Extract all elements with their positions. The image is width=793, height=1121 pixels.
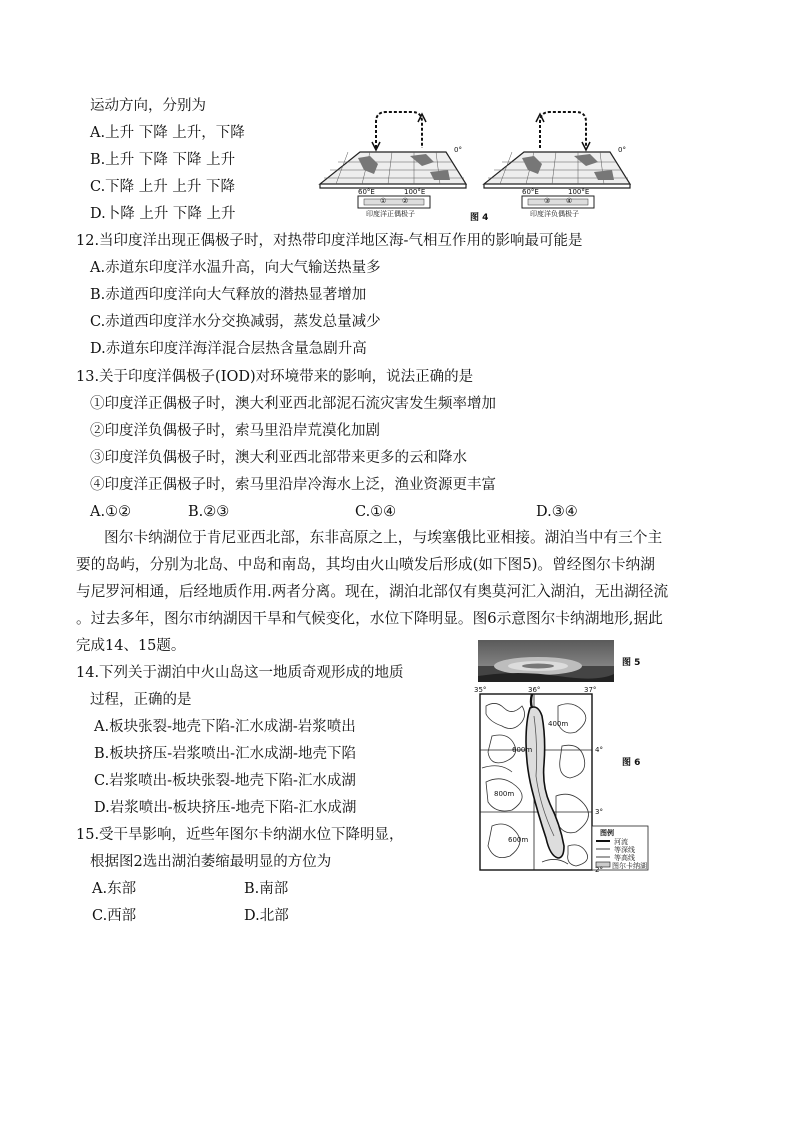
q11-option-c: C.下降 上升 上升 下降 <box>90 179 236 195</box>
passage-line-1: 图尔卡纳湖位于肯尼亚西北部，东非高原之上，与埃塞俄比亚相接。湖泊当中有三个主 <box>104 529 663 546</box>
fig6-legend-isobath: 等深线 <box>614 846 635 854</box>
fig4-mark-3: ③ <box>544 197 551 205</box>
passage-line-3: 与尼罗河相通，后经地质作用.两者分离。现在，湖泊北部仅有奥莫河汇入湖泊，无出湖径流 <box>76 583 669 600</box>
q15-option-a: A.东部 <box>92 881 137 897</box>
figure-4-right-panel <box>484 112 630 208</box>
fig4-mark-4: ④ <box>566 197 573 205</box>
q12-option-a: A.赤道东印度洋水温升高，向大气输送热量多 <box>90 260 381 276</box>
fig4-right-lon1: 60°E <box>522 188 539 196</box>
fig6-tick-37: 37° <box>584 686 597 694</box>
fig6-contour-2: 600m <box>512 746 533 754</box>
fig4-left-lon2: 100°E <box>404 188 426 196</box>
fig4-left-caption: 印度洋正偶极子 <box>366 210 415 218</box>
q11-intro: 运动方向，分别为 <box>90 98 206 114</box>
q15-stem-line-2: 根据图2选出湖泊萎缩最明显的方位为 <box>90 854 332 870</box>
fig4-right-lat: 0° <box>618 146 626 154</box>
fig4-right-lon2: 100°E <box>568 188 590 196</box>
q12-stem: 12.当印度洋出现正偶极子时，对热带印度洋地区海-气相互作用的影响最可能是 <box>76 233 583 249</box>
fig6-legend-river: 河流 <box>614 838 628 846</box>
q13-option-a: A.①② <box>90 504 132 520</box>
q14-option-b: B.板块挤压-岩浆喷出-汇水成湖-地壳下陷 <box>94 746 356 762</box>
fig6-contour-4: 600m <box>508 836 529 844</box>
q15-stem-line-1: 15.受干旱影响，近些年图尔卡纳湖水位下降明显， <box>76 827 404 843</box>
fig6-legend-contour: 等高线 <box>614 854 635 862</box>
figure-5-photo <box>478 640 614 682</box>
q13-option-d: D.③④ <box>536 504 578 520</box>
figure-4-label: 图 4 <box>470 213 489 223</box>
q13-option-c: C.①④ <box>355 504 397 520</box>
fig4-left-lat: 0° <box>454 146 462 154</box>
q13-item-1: ①印度洋正偶极子时，澳大利亚西北部泥石流灾害发生频率增加 <box>90 396 496 412</box>
figure-6 <box>472 686 652 876</box>
q11-option-d: D.卜降 上升 下降 上升 <box>90 206 236 222</box>
fig6-contour-1: 400m <box>548 720 569 728</box>
fig6-tick-36: 36° <box>528 686 541 694</box>
q11-option-a: A.上升 下降 上升，下降 <box>90 125 245 141</box>
fig6-legend-title: 图例 <box>600 829 614 837</box>
q12-option-b: B.赤道西印度洋向大气释放的潜热显著增加 <box>90 287 367 303</box>
fig4-mark-2: ② <box>402 197 409 205</box>
fig6-tick-3: 3° <box>595 808 603 816</box>
figure-5 <box>478 640 614 682</box>
fig6-tick-4: 4° <box>595 746 603 754</box>
figure-4-left-panel <box>320 112 466 208</box>
fig4-left-lon1: 60°E <box>358 188 375 196</box>
figure-4-drawing <box>318 108 640 220</box>
q14-option-c: C.岩浆喷出-板块张裂-地壳下陷-汇水成湖 <box>94 773 356 789</box>
q13-item-2: ②印度洋负偶极子时，索马里沿岸荒漠化加剧 <box>90 423 380 439</box>
q13-stem: 13.关于印度洋偶极子(IOD)对环境带来的影响，说法正确的是 <box>76 369 474 385</box>
q13-item-3: ③印度洋负偶极子时，澳大利亚西北部带来更多的云和降水 <box>90 450 467 466</box>
fig6-tick-2: 2° <box>595 866 603 874</box>
fig6-legend-lake: 图尔卡纳湖 <box>612 862 647 870</box>
fig4-mark-1: ① <box>380 197 387 205</box>
passage-line-2: 要的岛屿，分别为北岛、中岛和南岛，其均由火山喷发后形成(如下图5)。曾经图尔卡纳湖 <box>76 556 655 573</box>
q13-option-b: B.②③ <box>188 504 230 520</box>
q13-item-4: ④印度洋正偶极子时，索马里沿岸冷海水上泛，渔业资源更丰富 <box>90 477 496 493</box>
figure-4 <box>318 108 640 223</box>
q14-option-d: D.岩浆喷出-板块挤压-地壳下陷-汇水成湖 <box>94 800 357 816</box>
q15-option-c: C.西部 <box>92 908 137 924</box>
fig6-contour-3: 800m <box>494 790 515 798</box>
q14-stem-line-2: 过程，正确的是 <box>90 692 192 708</box>
q11-option-b: B.上升 下降 下降 上升 <box>90 152 236 168</box>
q12-option-c: C.赤道西印度洋水分交换减弱，蒸发总量减少 <box>90 314 381 330</box>
q12-option-d: D.赤道东印度洋海洋混合层热含量急剧升高 <box>90 341 367 357</box>
q15-option-b: B.南部 <box>244 881 289 897</box>
figure-6-label: 图 6 <box>622 758 641 768</box>
fig4-right-caption: 印度洋负偶极子 <box>530 210 579 218</box>
passage-line-4: 。过去多年，图尔市纳湖因干旱和气候变化，水位下降明显。图6示意图尔卡纳湖地形,据此 <box>76 610 663 627</box>
q14-stem-line-1: 14.下列关于湖泊中火山岛这一地质奇观形成的地质 <box>76 665 404 681</box>
passage-line-5: 完成14、15题。 <box>76 638 186 654</box>
q15-option-d: D.北部 <box>244 908 289 924</box>
q14-option-a: A.板块张裂-地壳下陷-汇水成湖-岩浆喷出 <box>94 719 356 735</box>
figure-5-label: 图 5 <box>622 658 641 668</box>
fig6-tick-35: 35° <box>474 686 487 694</box>
